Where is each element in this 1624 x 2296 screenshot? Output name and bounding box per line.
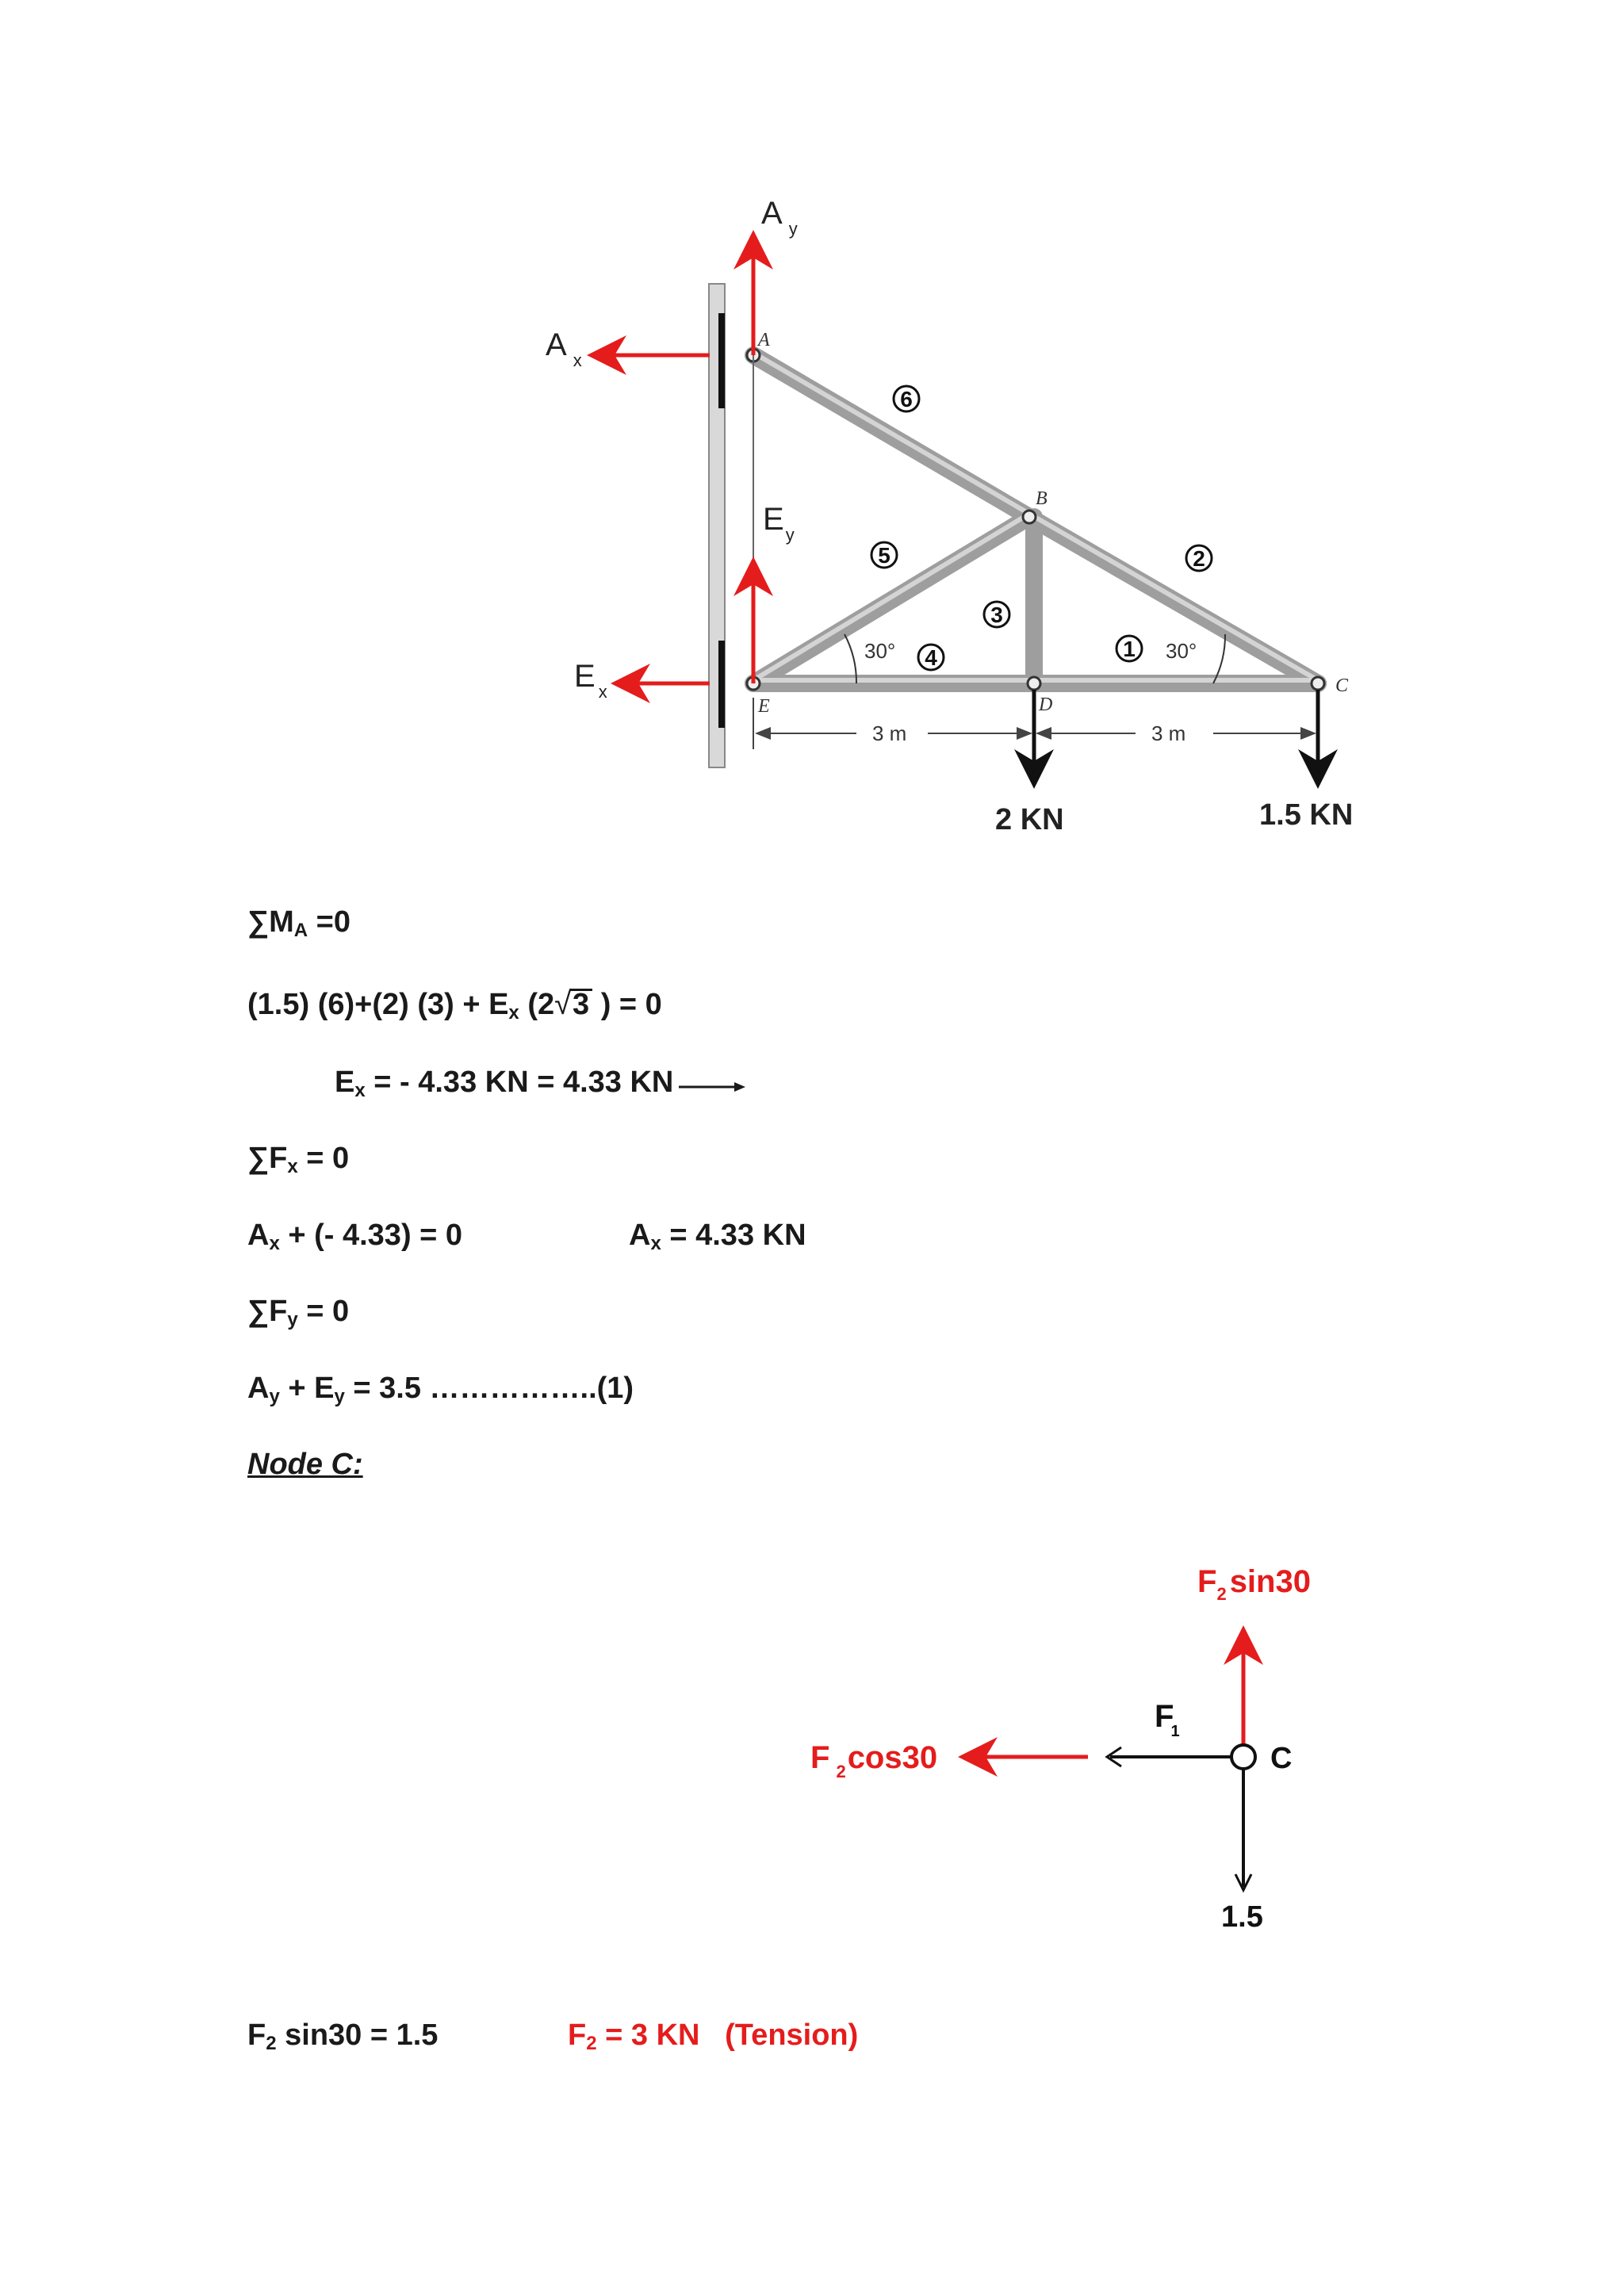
eq-ay-ey: $A_y + E_y = 3.5$ ……………..(1) (247, 1372, 634, 1407)
node-label-d: D (1039, 695, 1053, 715)
node-c-label: C (1270, 1742, 1293, 1775)
eq-sum-fy: $\sum F_y = 0$ (247, 1295, 350, 1330)
eq-f2-sin: $F_2$ sin30 = 1.5 (247, 2019, 439, 2054)
ax-label: A $_x$ (546, 327, 582, 370)
load-label: 1.5 (1221, 1900, 1263, 1934)
member-label-4: 4 (925, 645, 937, 670)
member-label-3: 3 (990, 603, 1003, 627)
eq-sum-moments: $\sum M_A =0$ (247, 905, 350, 941)
node-label-b: B (1036, 488, 1048, 509)
load-label-c: 1.5 KN (1259, 798, 1354, 832)
pin-b (1023, 511, 1036, 523)
dim-label-right: 3 m (1151, 721, 1186, 745)
f2sin-label: $F_2$ sin30 (1197, 1564, 1311, 1604)
pin-c (1312, 677, 1324, 690)
node-label-a: A (758, 330, 770, 350)
reaction-arrows (595, 238, 753, 683)
node-label-c: C (1335, 675, 1349, 696)
member-label-2: 2 (1193, 546, 1205, 571)
eq-sum-fx: $\sum F_x = 0$ (247, 1142, 350, 1177)
f1-label: F1 (1155, 1699, 1180, 1740)
node-label-e: E (758, 696, 770, 717)
eq-ax-result: $A_x = 4.33$ KN (629, 1219, 806, 1254)
node-c-fbd (0, 1538, 1624, 1950)
node-c-heading: Node C: (247, 1448, 363, 1481)
ey-label: $E_y$ (763, 502, 795, 545)
angle-label-c: 30° (1166, 639, 1197, 663)
pin-d (1028, 677, 1040, 690)
member-label-5: 5 (878, 543, 891, 568)
member-label-6: 6 (900, 387, 913, 411)
ex-label: E $_x$ (574, 659, 607, 702)
dim-label-left: 3 m (872, 721, 907, 745)
eq-ex-result: $E_x$ = - 4.33 KN = 4.33 KN (335, 1066, 747, 1102)
eq-moment-a: (1.5) (6)+(2) $(3) + E_x$ (2√3 ) = 0 (247, 988, 662, 1024)
truss-diagram (0, 0, 1624, 872)
eq-ax: $A_x$ + (- 4.33) = 0 (247, 1219, 463, 1254)
node-c-circle (1231, 1745, 1255, 1769)
eq-f2-result: $F_2 = 3$ KN (Tension) (568, 2019, 859, 2054)
ay-label: A $_y$ (761, 196, 798, 239)
load-label-d: 2 KN (995, 803, 1064, 836)
wall-support (709, 284, 725, 767)
angle-label-e: 30° (864, 639, 896, 663)
right-arrow-icon (679, 1077, 747, 1093)
f2cos-label: F $_2$cos30 (810, 1740, 938, 1781)
member-label-1: 1 (1123, 637, 1136, 661)
